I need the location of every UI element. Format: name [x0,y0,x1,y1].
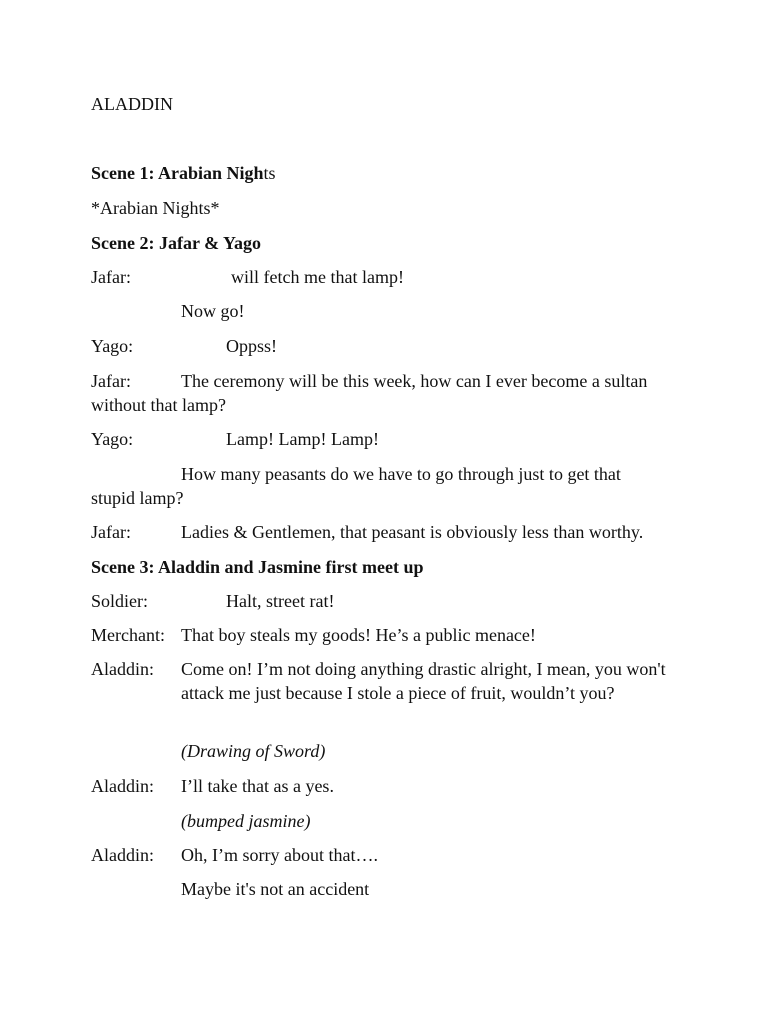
stage-direction: (bumped jasmine) [181,811,311,831]
dialogue-line-continuation: without that lamp? [91,395,226,415]
speaker-aladdin: Aladdin: [91,659,154,679]
scene-1-heading-tail: ts [263,163,276,183]
dialogue-line: Lamp! Lamp! Lamp! [226,429,379,449]
speaker-yago: Yago: [91,429,134,449]
scene-2-heading: Scene 2: Jafar & Yago [91,233,261,253]
speaker-jafar: Jafar: [91,371,131,391]
speaker-soldier: Soldier: [91,591,148,611]
scene-1-heading-bold: Scene 1: Arabian Nigh [91,163,264,183]
scene-3-heading: Scene 3: Aladdin and Jasmine first meet up [91,557,424,577]
speaker-jafar: Jafar: [91,267,131,287]
dialogue-line: Oh, I’m sorry about that…. [181,845,378,865]
scene-1-song: *Arabian Nights* [91,198,220,218]
dialogue-line: Oppss! [226,336,278,356]
dialogue-line: Ladies & Gentlemen, that peasant is obviously less than worthy. [181,522,644,542]
dialogue-line: The ceremony will be this week, how can I ever become a sultan [181,371,648,391]
dialogue-line-continuation: stupid lamp? [91,488,184,508]
speaker-aladdin: Aladdin: [91,776,154,796]
stage-direction: (Drawing of Sword) [181,741,326,761]
dialogue-line: will fetch me that lamp! [231,267,404,287]
dialogue-line: That boy steals my goods! He’s a public menace! [181,625,536,645]
scene-1-heading [91,161,276,185]
speaker-yago: Yago: [91,336,134,356]
dialogue-line: Maybe it's not an accident [181,879,370,899]
document-title: ALADDIN [91,94,173,114]
dialogue-line: Now go! [181,301,245,321]
dialogue-block: Come on! I’m not doing anything drastic alright, I mean, you won't attack me just because I stole a piece of fruit, wouldn’t you? [181,659,666,703]
dialogue-line: I’ll take that as a yes. [181,776,334,796]
speaker-merchant: Merchant: [91,625,165,645]
dialogue-line: Halt, street rat! [226,591,335,611]
dialogue-line: How many peasants do we have to go through just to get that [181,464,621,484]
speaker-jafar: Jafar: [91,522,131,542]
speaker-aladdin: Aladdin: [91,845,154,865]
